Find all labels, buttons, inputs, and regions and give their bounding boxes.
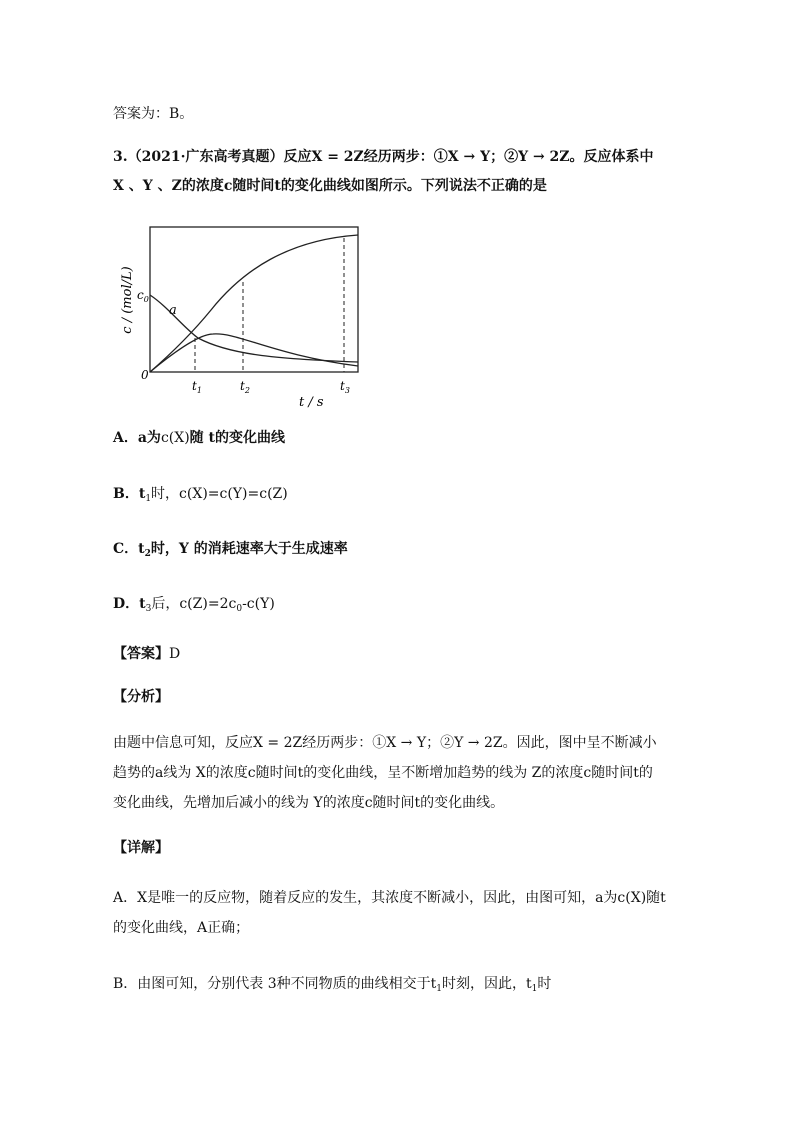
option-d-suffix: -c(Y) xyxy=(242,596,275,612)
option-d-prefix: D．t xyxy=(113,596,146,612)
analysis-line1: 由题中信息可知，反应X = 2Z经历两步：①X → Y；②Y → 2Z。因此，图中呈不断减小 xyxy=(113,735,657,751)
option-a-prefix: A．a为 xyxy=(113,430,161,446)
option-d-sub2: 0 xyxy=(236,604,243,614)
curve-z xyxy=(150,235,358,372)
option-b xyxy=(113,484,288,509)
analysis-line2: 趋势的a线为 X的浓度c随时间t的变化曲线，呈不断增加趋势的线为 Z的浓度c随时间t的 xyxy=(113,765,653,781)
t3-label: $t_3$ xyxy=(340,379,350,395)
option-b-prefix: B．t xyxy=(113,486,146,502)
detail-b-suffix: 时 xyxy=(537,976,552,992)
detail-b-prefix: B．由图可知，分别代表 3种不同物质的曲线相交于t xyxy=(113,976,437,992)
previous-answer: 答案为：B。 xyxy=(113,106,194,122)
curve-a-label: a xyxy=(169,303,177,318)
detail-a-line1: A．X是唯一的反应物，随着反应的发生，其浓度不断减小，因此，由图可知，a为c(X)随t xyxy=(113,890,666,906)
concentration-time-figure xyxy=(113,222,363,410)
detail-b-sub: 1 xyxy=(436,984,443,994)
option-c xyxy=(113,539,348,564)
x-axis-label: t / s xyxy=(299,395,324,410)
question-3-line1: 3.（2021·广东高考真题）反应X = 2Z经历两步：①X → Y；②Y → 2Z。反应体系中 xyxy=(113,149,654,165)
detail-heading: 【详解】 xyxy=(113,840,169,856)
curve-a xyxy=(150,295,358,362)
answer-line xyxy=(113,644,180,664)
option-a-suffix: 随 t的变化曲线 xyxy=(189,430,286,446)
option-c-prefix: C．t xyxy=(113,541,145,557)
analysis-heading: 【分析】 xyxy=(113,689,169,705)
option-b-suffix: 时，c(X)=c(Y)=c(Z) xyxy=(151,486,288,502)
t2-label: $t_2$ xyxy=(240,379,250,395)
answer-label: 【答案】 xyxy=(113,646,169,662)
analysis-line3: 变化曲线，先增加后减小的线为 Y的浓度c随时间t的变化曲线。 xyxy=(113,795,505,811)
option-a-math: c(X) xyxy=(160,430,190,446)
question-3-line2: X 、Y 、Z的浓度c随时间t的变化曲线如图所示。下列说法不正确的是 xyxy=(113,178,547,194)
plot-frame xyxy=(150,227,358,372)
detail-b-line1 xyxy=(113,974,551,999)
option-d-sub: 3 xyxy=(145,604,152,614)
option-d xyxy=(113,594,275,619)
t1-label: $t_1$ xyxy=(192,379,202,395)
answer-value: D xyxy=(169,646,181,662)
option-d-mid: 后，c(Z)=2c xyxy=(151,596,237,612)
origin-label: 0 xyxy=(141,368,149,382)
c0-label: $c_0$ xyxy=(137,288,149,304)
y-axis-label: c / (mol/L) xyxy=(120,266,135,334)
detail-a-line2: 的变化曲线，A正确； xyxy=(113,920,250,936)
detail-b-sub2: 1 xyxy=(531,984,538,994)
curve-y xyxy=(150,334,358,372)
option-c-sub: 2 xyxy=(144,549,151,559)
option-c-suffix: 时，Y 的消耗速率大于生成速率 xyxy=(150,541,348,557)
option-a xyxy=(113,428,285,448)
detail-b-mid: 时刻，因此，t xyxy=(442,976,532,992)
option-b-sub: 1 xyxy=(145,494,152,504)
